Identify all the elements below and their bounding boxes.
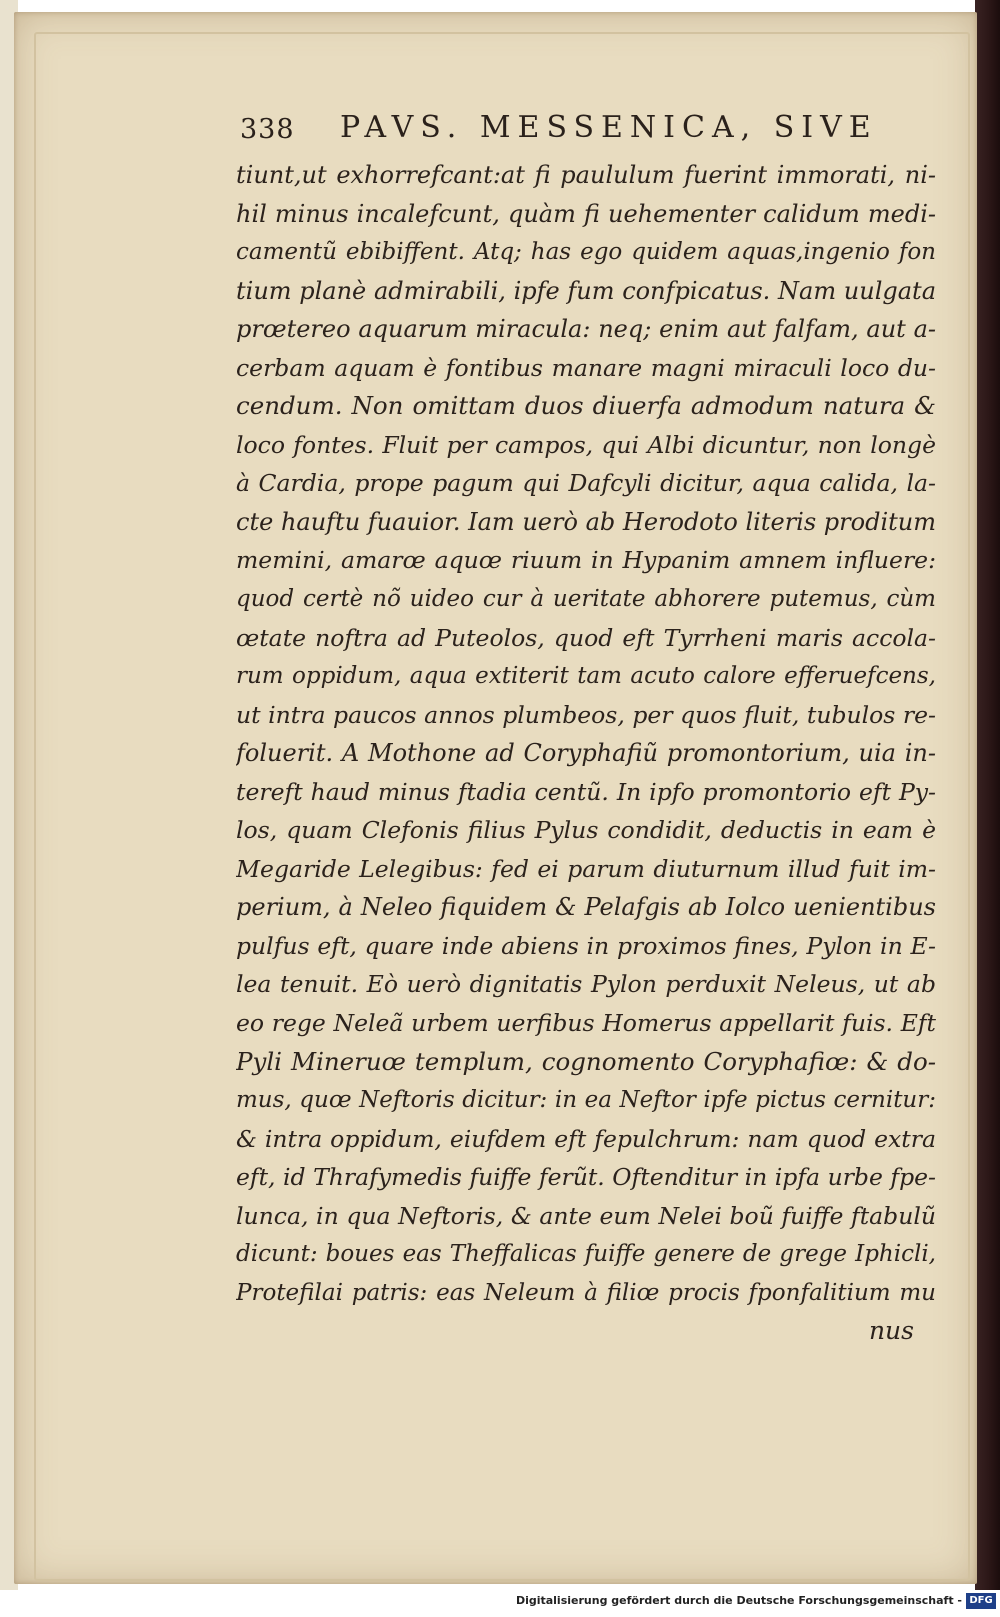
text-line: eft, id Thrafymedis fuiffe ferũt. Oftenditur in ipfa urbe fpe-: [236, 1163, 936, 1192]
running-head-title: PAVS. MESSENICA, SIVE: [340, 110, 878, 145]
page-number: 338: [240, 114, 295, 145]
text-line: rum oppidum, aqua extiterit tam acuto calore efferuefcens,: [236, 663, 936, 690]
footer-bar: [0, 1590, 1000, 1617]
text-line: tereft haud minus ftadia centũ. In ipfo promontorio eft Py-: [236, 777, 936, 806]
text-line: ut intra paucos annos plumbeos, per quos fluit, tubulos re-: [236, 700, 936, 729]
text-line: memini, amarœ aquœ riuum in Hypanim amnem influere:: [236, 546, 936, 575]
body-text: [236, 156, 936, 1351]
text-line: à Cardia, prope pagum qui Dafcyli dicitur, aqua calida, la-: [236, 469, 936, 498]
text-line: nus: [868, 1316, 914, 1346]
text-line: camentũ ebibiffent. Atq; has ego quidem aquas,ingenio fon: [236, 239, 936, 266]
text-line: œtate noftra ad Puteolos, quod eft Tyrrheni maris accola-: [236, 623, 936, 652]
text-line: Megaride Lelegibus: fed ei parum diuturnum illud fuit im-: [236, 854, 936, 883]
book-edge: [975, 0, 1000, 1590]
text-line: los, quam Clefonis filius Pylus condidit, deductis in eam è: [236, 816, 936, 845]
text-line: mus, quœ Neftoris dicitur: in ea Neftor ipfe pictus cernitur:: [236, 1087, 936, 1114]
text-line: lunca, in qua Neftoris, & ante eum Nelei boũ fuiffe ftabulũ: [236, 1201, 936, 1230]
text-line: prœtereo aquarum miracula: neq; enim aut falfam, aut a-: [236, 315, 936, 344]
text-line: tiunt,ut exhorrefcant:at fi paululum fuerint immorati, ni-: [236, 161, 936, 189]
text-line: lea tenuit. Eò uerò dignitatis Pylon perduxit Neleus, ut ab: [236, 970, 936, 999]
text-line: eo rege Neleã urbem uerfibus Homerus appellarit fuis. Eft: [236, 1009, 936, 1038]
text-line: dicunt: boues eas Theffalicas fuiffe genere de grege Iphicli,: [236, 1241, 936, 1268]
text-line: cte hauftu fuauior. Iam uerò ab Herodoto literis proditum: [236, 507, 936, 536]
text-line: foluerit. A Mothone ad Coryphafiũ promontorium, uia in-: [236, 739, 936, 768]
text-line: tium planè admirabili, ipfe fum confpicatus. Nam uulgata: [236, 276, 936, 305]
text-line: Protefilai patris: eas Neleum à filiœ procis fponfalitium mu: [236, 1279, 936, 1306]
text-line: perium, à Neleo fiquidem & Pelafgis ab Iolco uenientibus: [236, 893, 936, 922]
text-line: pulfus eft, quare inde abiens in proximos fines, Pylon in E-: [236, 931, 936, 960]
text-line: cerbam aquam è fontibus manare magni miraculi loco du-: [236, 353, 936, 382]
text-line: loco fontes. Fluit per campos, qui Albi dicuntur, non longè: [236, 430, 936, 459]
dfg-logo: DFG: [966, 1593, 996, 1609]
text-line: & intra oppidum, eiufdem eft fepulchrum: nam quod extra: [236, 1124, 936, 1153]
text-line: cendum. Non omittam duos diuerfa admodum natura &: [236, 391, 936, 421]
text-line: hil minus incalefcunt, quàm fi uehementer calidum medi-: [236, 199, 936, 228]
funding-credit: Digitalisierung gefördert durch die Deutsche Forschungsgemeinschaft -: [515, 1594, 962, 1607]
text-line: Pyli Mineruœ templum, cognomento Coryphafiœ: & do-: [236, 1046, 936, 1076]
running-head: [240, 110, 878, 150]
text-line: quod certè nõ uideo cur à ueritate abhorere putemus, cùm: [236, 586, 936, 613]
